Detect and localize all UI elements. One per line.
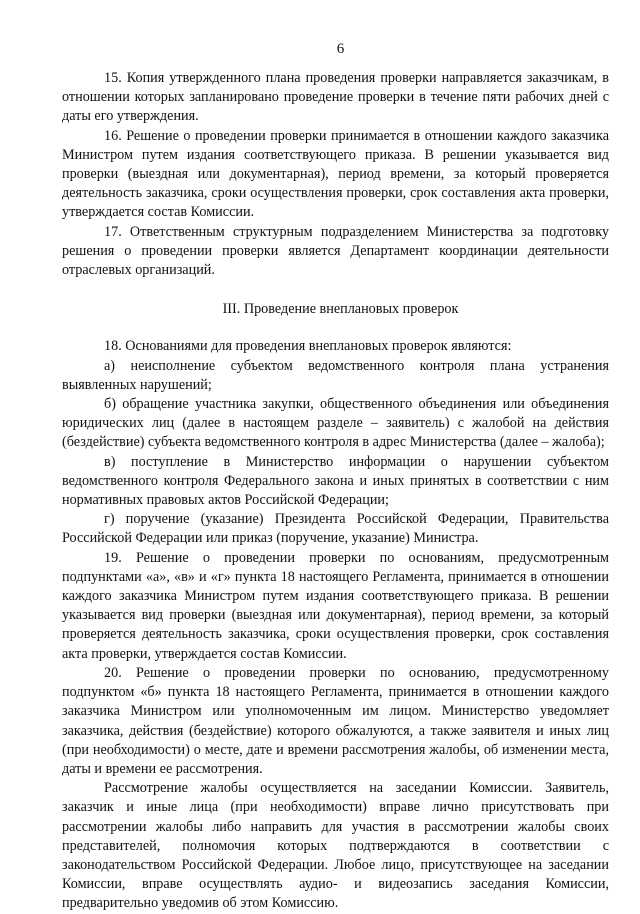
paragraph-20: 20. Решение о проведении проверки по основанию, предусмотренному подпунктом «б» пункта 18 настоящего Регламента, принимается в отношении каждого заказчика Министром или уполномоченным им лицом. Министерство уведомляет заказчика, действия (бездействие) которого обжалуются, а также заявителя и иных лиц (при необходимости) о месте, дате и времени рассмотрения жалобы, об изменении места, даты и времени ее рассмотрения. (62, 664, 609, 777)
paragraph-18-v: в) поступление в Министерство информации о нарушении субъектом ведомственного контроля Федерального закона и иных принятых в соответствии с ним нормативных правовых актов Российской Федерации; (62, 453, 609, 509)
paragraph-18-b: б) обращение участника закупки, общественного объединения или объединения юридических лиц (далее в настоящем разделе – заявитель) с жалобой на действия (бездействие) субъекта ведомственного контроля в адрес Министерства (далее – жалоба); (62, 396, 609, 451)
paragraph-20-continued: Рассмотрение жалобы осуществляется на заседании Комиссии. Заявитель, заказчик и иные лица (при необходимости) вправе лично присутствовать при рассмотрении жалобы либо направить для участия в рассмотрении жалобы своих представителей, полномочия которых подтверждаются в соответствии с законодательством Российской Федерации. Любое лицо, присутствующее на заседании Комиссии, вправе осуществлять аудио- и видеозапись заседания Комиссии, предварительно уведомив об этом Комиссию. (62, 780, 609, 912)
paragraph-18-g: г) поручение (указание) Президента Российской Федерации, Правительства Российской Федерации или приказ (поручение, указание) Министра. (62, 511, 609, 547)
paragraph-17: 17. Ответственным структурным подразделением Министерства за подготовку решения о проведении проверки является Департамент координации деятельности отраслевых организаций. (62, 223, 609, 279)
page-number: 6 (336, 41, 345, 57)
paragraph-18-a: а) неисполнение субъектом ведомственного контроля плана устранения выявленных нарушений; (62, 357, 609, 393)
paragraph-18: 18. Основаниями для проведения внеплановых проверок являются: (104, 338, 512, 355)
paragraph-16: 16. Решение о проведении проверки принимается в отношении каждого заказчика Министром путем издания соответствующего приказа. В решении указывается вид проверки (выездная или документарная), период времени, за который проверяется деятельность заказчика, сроки осуществления проверки, срок составления акта проверки, утверждается состав Комиссии. (62, 127, 609, 221)
paragraph-15: 15. Копия утвержденного плана проведения проверки направляется заказчикам, в отношении которых запланировано проведение проверки в течение пяти рабочих дней с даты его утверждения. (62, 70, 609, 125)
paragraph-19: 19. Решение о проведении проверки по основаниям, предусмотренным подпунктами «а», «в» и «г» пункта 18 настоящего Регламента, принимается в отношении каждого заказчика Министром путем издания соответствующего приказа. В решении указывается вид проверки (выездная или документарная), период времени, за который проверяется деятельность заказчика, сроки осуществления проверки, срок составления акта проверки, утверждается состав Комиссии. (62, 549, 609, 662)
section-heading: III. Проведение внеплановых проверок (222, 301, 459, 318)
